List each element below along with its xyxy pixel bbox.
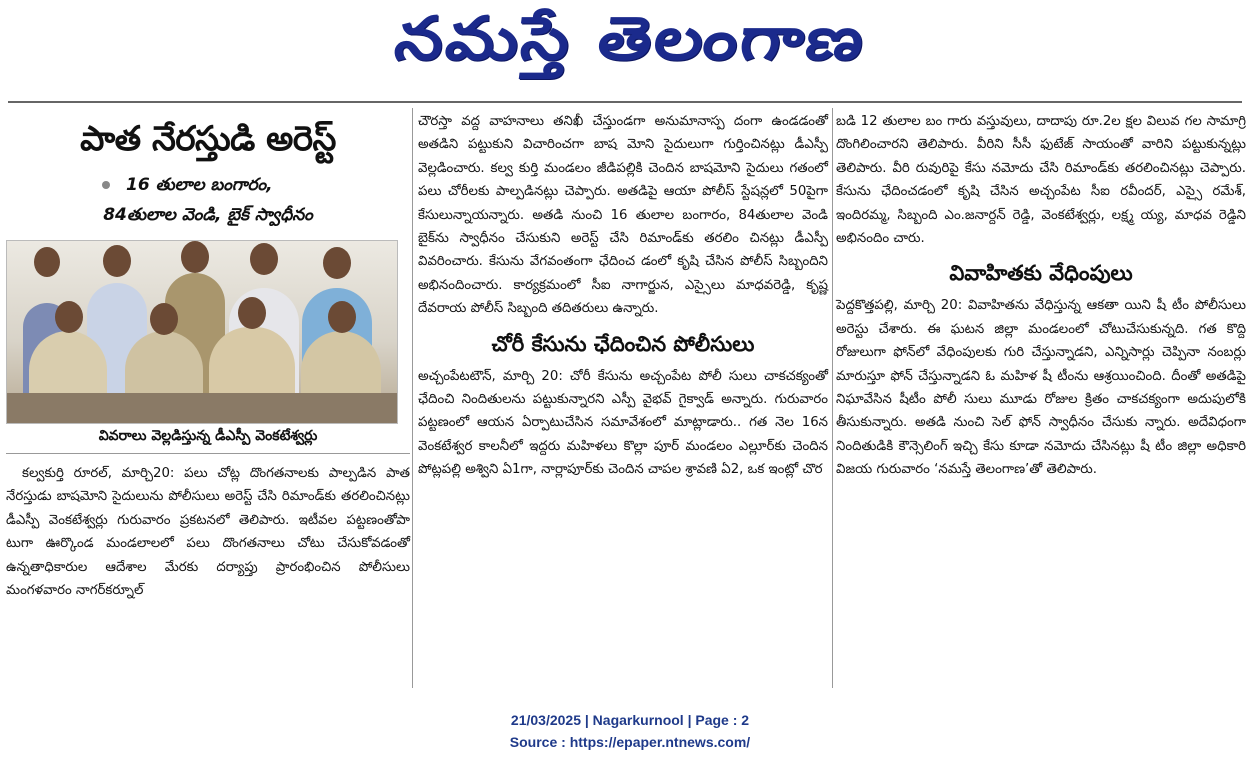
column-2 (418, 110, 828, 482)
article2-headline: చోరీ కేసును ఛేదించిన పోలీసులు (491, 331, 755, 356)
article1-headline: పాత నేరస్తుడి అరెస్ట్ (80, 119, 336, 159)
article2-body-col3: బడి 12 తులాల బం గారు వస్తువులు, దాదాపు రూ.2ల క్షల విలువ గల సామాగ్రి దొంగిలించారని తెలిపారు. వీరిని సీసీ ఫుటేజ్ సాయంతో వారిని పట్టుకున్నట్లు తెలిపారు. వీరి రువురిపై కేసు నమోదు చేసి రిమాండ్‌కు తరలించినట్లు చెప్పారు. కేసును ఛేదించడంలో కృషి చేసిన అచ్చంపేట సీఐ రవీందర్, ఎస్సై రమేశ్, ఇందిరమ్మ, సిబ్బంది ఎం.జనార్దన్ రెడ్డి, వెంకటేశ్వర్లు, లక్ష్మ య్య, మాధవ రెడ్డిని అభినందిం చారు. (836, 114, 1246, 247)
column-divider-2 (832, 108, 833, 688)
column-3 (836, 110, 1246, 482)
article3-headline: వివాహితకు వేధింపులు (949, 261, 1133, 286)
column-1 (6, 110, 410, 602)
article3-body-col3: పెద్దకొత్తపల్లి, మార్చి 20: వివాహితను వేధిస్తున్న ఆకతా యిని షీ టీం పోలీసులు అరెస్టు చేశారు. ఈ ఘటన జిల్లా మండలంలో చోటుచేసుకున్నది. గత కొద్ది రోజులుగా ఫోన్‌లో వేధింపులకు గురి చేస్తున్నాడని, ఎన్నిసార్లు చెప్పినా నంబర్లు మారుస్తూ ఫోన్ చేస్తున్నాడని ఓ మహిళ షీ టీంను ఆశ్రయించింది. దీంతో అతడిపై నిఘావేసిన షీటీం పోలీ సులు మూడు రోజుల క్రితం చాకచక్యంగా అదుపులోకి తీసుకున్నారు. అతడి నుంచి సెల్ ఫోన్ స్వాధీనం చేసుకు న్నారు. అదేవిధంగా నిందితుడికి కౌన్సెలింగ్ ఇచ్చి కేసు కూడా నమోదు చేసినట్లు షీ టీం జిల్లా అధికారి విజయ గురువారం ‘నమస్తే తెలంగాణ’తో తెలిపారు. (836, 298, 1246, 478)
article1-subhead-line1: 16 తులాల బంగారం, (126, 175, 273, 195)
newspaper-logo: నమస్తే తెలంగాణ (391, 4, 871, 74)
article1-photo (6, 240, 398, 424)
article1-subhead-line2: 84తులాల వెండి, బైక్ స్వాధీనం (103, 205, 313, 225)
masthead (0, 0, 1260, 92)
article1-body-col1: కల్వకుర్తి రూరల్, మార్చి20: పలు చోట్ల దొంగతనాలకు పాల్పడిన పాత నేరస్తుడు బాషమోని సైదులును పోలీసులు అరెస్ట్ చేసి రిమాండ్‌కు తరలించినట్లు డీఎస్పీ వెంకటేశ్వర్లు గురువారం ప్రకటనలో తెలిపారు. ఇటీవల పట్టణంతోపా టుగా ఊర్కొండ మండలాలలో పలు దొంగతనాలు చోటు చేసుకోవడంతో ఉన్నతాధికారుల ఆదేశాల మేరకు దర్యాప్తు ప్రారంభించిన పోలీసులు మంగళవారం నాగర్‌కర్నూల్ (6, 466, 410, 599)
article1-photo-caption: వివరాలు వెల్లడిస్తున్న డీఎస్పీ వెంకటేశ్వర్లు (6, 428, 410, 454)
article2-body-col2: అచ్చంపేటటౌన్, మార్చి 20: చోరీ కేసును అచ్చంపేట పోలీ సులు చాకచక్యంతో ఛేదించి నిందితులను పట్టుకున్నారని ఎస్పీ వైభవ్ గైక్వాడ్ అన్నారు. గురువారం పట్టణంలో ఆయన ఏర్పాటుచేసిన సమావేశంలో మాట్లాడారు.. గత నెల 16న వెంకటేశ్వర కాలనీలో ఇద్దరు మహిళలు కొల్లా పూర్ మండలం ఎల్లూర్‌కు చెందిన పోట్లపల్లి అశ్విని ఏ1గా, నార్లాపూర్‌కు చెందిన చాపల శ్రావణి ఏ2, ఒక ఇంట్లో చొర (418, 368, 828, 478)
article1-body-col2: చౌరస్తా వద్ద వాహనాలు తనిఖీ చేస్తుండగా అనుమానాస్ప దంగా ఉండడంతో అతడిని పట్టుకుని విచారించగా బాష మోని సైదులుగా గుర్తించినట్లు డీఎస్పీ వెల్లడించారు. కల్వ కుర్తి మండలం జీడిపల్లికి చెందిన బాషమోని సైదులు గతంలో పలు చోరీలకు పాల్పడినట్లు చెప్పారు. అతడిపై ఆయా పోలీస్ స్టేషన్లలో 50పైగా కేసులున్నాయన్నారు. అతడి నుంచి 16 తులాల బంగారం, 84తులాల వెండి బైక్‌ను స్వాధీనం చేసుకుని అరెస్ట్ చేసి రిమాండ్‌కు తరలిం చినట్లు డీఎస్పీ వివరించారు. కేసును వేగవంతంగా ఛేదించ డంలో కృషి చేసిన పోలీస్ సిబ్బందిని అభినందించారు. కార్యక్రమంలో సీఐ నాగార్జున, ఎస్సైలు మాధవరెడ్డి, కృష్ణ దేవరాయ పోలీస్ సిబ్బంది తదితరులు ఉన్నారు. (418, 114, 828, 317)
footer-edition-info: 21/03/2025 | Nagarkurnool | Page : 2 (510, 712, 750, 728)
masthead-divider (8, 101, 1242, 103)
article1-subhead (6, 170, 410, 230)
column-divider-1 (412, 108, 413, 688)
bullet-icon (102, 181, 110, 189)
footer-source-link[interactable]: Source : https://epaper.ntnews.com/ (509, 734, 751, 750)
